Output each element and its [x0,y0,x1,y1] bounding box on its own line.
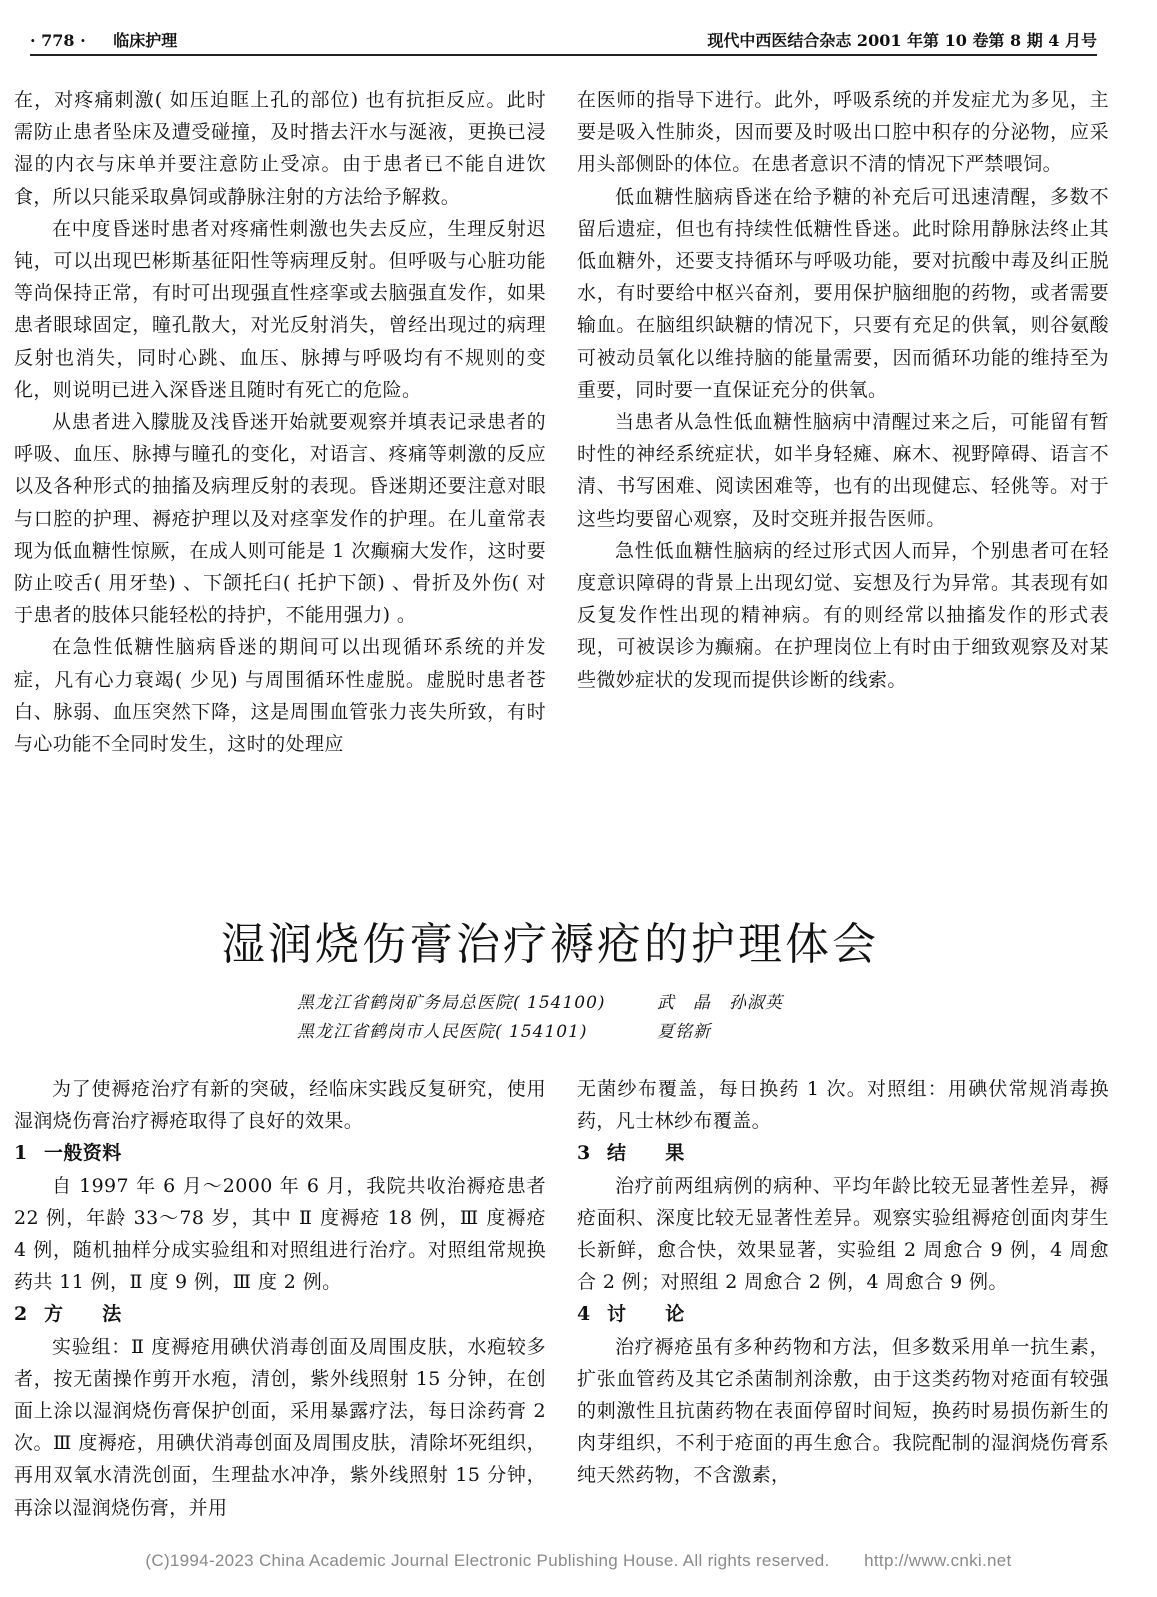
paragraph: 低血糖性脑病昏迷在给予糖的补充后可迅速清醒，多数不留后遗症，但也有持续性低糖性昏迷。此时除用静脉法终止其低血糖外，还要支持循环与呼吸功能，要对抗酸中毒及纠正脱水，有时要给中枢兴奋剂，要用保护脑细胞的药物，或者需要输血。在脑组织缺糖的情况下，只要有充足的供氧，则谷氨酸可被动员氧化以维持脑的能量需要，因而循环功能的维持至为重要，同时要一直保证充分的供氧。 [577,185,1109,401]
section-heading-4 [577,1298,1109,1330]
paragraph: 在中度昏迷时患者对疼痛性刺激也失去反应，生理反射迟钝，可以出现巴彬斯基征阳性等病理反射。但呼吸与心脏功能等尚保持正常，有时可出现强直性痉挛或去脑强直发作，如果患者眼球固定，瞳孔散大，对光反射消失，曾经出现过的病理反射也消失，同时心跳、血压、脉搏与呼吸均有不规则的变化，则说明已进入深昏迷且随时有死亡的危险。 [14,217,546,401]
intro-paragraph: 为了使褥疮治疗有新的突破，经临床实践反复研究，使用湿润烧伤膏治疗褥疮取得了良好的效果。 [14,1078,546,1133]
affiliation-org: 黑龙江省鹤岗矿务局总医院( 154100) [297,993,606,1013]
section-title: 一般资料 [44,1142,122,1165]
section-heading-3 [577,1137,1109,1169]
page-header [30,28,1097,56]
paragraph: 当患者从急性低血糖性脑病中清醒过来之后，可能留有暂时性的神经系统症状，如半身轻瘫、麻木、视野障碍、语言不清、书写困难、阅读困难等，也有的出现健忘、轻佻等。对于这些均要留心观察，及时交班并报告医师。 [577,411,1109,530]
affiliation-org: 黑龙江省鹤岗市人民医院( 154101) [297,1022,588,1042]
paragraph: 无菌纱布覆盖，每日换药 1 次。对照组：用碘伏常规消毒换药，凡士林纱布覆盖。 [577,1078,1109,1133]
paragraph: 实验组：Ⅱ 度褥疮用碘伏消毒创面及周围皮肤，水疱较多者，按无菌操作剪开水疱，清创，紫外线照射 15 分钟，在创面上涂以湿润烧伤膏保护创面，采用暴露疗法，每日涂药膏 2 次。Ⅲ 度褥疮，用碘伏消毒创面及周围皮肤，清除坏死组织，再用双氧水清洗创面，生理盐水冲净，紫外线照射 15 分钟，再涂以湿润烧伤膏，并用 [14,1335,546,1519]
page-number: · 778 · [30,31,86,50]
paragraph: 急性低血糖性脑病的经过形式因人而异，个别患者可在轻度意识障碍的背景上出现幻觉、妄想及行为异常。其表现有如反复发作性出现的精神病。有的则经常以抽搐发作的形式表现，可被误诊为癫痫。在护理岗位上有时由于细致观察及对某些微妙症状的发现而提供诊断的线索。 [577,539,1109,691]
section-heading-2 [14,1298,546,1330]
paragraph: 自 1997 年 6 月～2000 年 6 月，我院共收治褥疮患者 22 例，年龄 33～78 岁，其中 Ⅱ 度褥疮 18 例，Ⅲ 度褥疮 4 例，随机抽样分成实验组和对照组进行治疗。对照组常规换药共 11 例，Ⅱ 度 9 例，Ⅲ 度 2 例。 [14,1174,546,1294]
section-heading-1 [14,1137,546,1169]
section-number: 3 [577,1142,591,1165]
affiliation-line [297,1017,711,1042]
paragraph: 在，对疼痛刺激( 如压迫眶上孔的部位) 也有抗拒反应。此时需防止患者坠床及遭受碰撞，及时揩去汗水与涎液，更换已浸湿的内衣与床单并要注意防止受凉。由于患者已不能自进饮食，所以只能采取鼻饲或静脉注射的方法给予解救。 [14,89,546,208]
article-title: 湿润烧伤膏治疗褥疮的护理体会 [221,919,879,970]
paragraph: 治疗前两组病例的病种、平均年龄比较无显著性差异，褥疮面积、深度比较无显著性差异。观察实验组褥疮创面肉芽生长新鲜，愈合快，效果显著，实验组 2 周愈合 9 例，4 周愈合 2 例；对照组 2 周愈合 2 例，4 周愈合 9 例。 [577,1174,1109,1294]
paragraph: 治疗褥疮虽有多种药物和方法，但多数采用单一抗生素，扩张血管药及其它杀菌制剂涂敷，由于这类药物对疮面有较强的刺激性且抗菌药物在表面停留时间短，换药时易损伤新生的肉芽组织，不利于疮面的再生愈合。我院配制的湿润烧伤膏系纯天然药物，不含激素， [577,1335,1109,1487]
paragraph: 在医师的指导下进行。此外，呼吸系统的并发症尤为多见，主要是吸入性肺炎，因而要及时吸出口腔中积存的分泌物，应采用头部侧卧的体位。在患者意识不清的情况下严禁喂饲。 [577,89,1109,176]
header-left [30,28,199,51]
section-title: 结 果 [607,1142,685,1165]
article-left-column [14,1073,546,1524]
top-article-right-column [577,84,1109,696]
section-title: 讨 论 [607,1303,685,1326]
section-number: 1 [14,1142,28,1165]
copyright-footer: (C)1994-2023 China Academic Journal Electronic Publishing House. All rights reserved. http://www.cnki.net [145,1551,1012,1570]
affiliation-line [297,988,783,1013]
paragraph: 在急性低糖性脑病昏迷的期间可以出现循环系统的并发症，凡有心力衰竭( 少见) 与周围循环性虚脱。虚脱时患者苍白、脉弱、血压突然下降，这是周围血管张力丧失所致，有时与心功能不全同时发生，这时的处理应 [14,636,546,756]
article-right-column [577,1073,1109,1492]
section-number: 4 [577,1303,591,1326]
journal-info: 现代中西医结合杂志 2001 年第 10 卷第 8 期 4 月号 [707,31,1097,50]
affiliation-authors: 武 晶 孙淑英 [657,993,783,1013]
section-title: 方 法 [44,1303,122,1326]
top-article-left-column [14,84,546,760]
paragraph: 从患者进入朦胧及浅昏迷开始就要观察并填表记录患者的呼吸、血压、脉搏与瞳孔的变化，对语言、疼痛等刺激的反应以及各种形式的抽搐及病理反射的表现。昏迷期还要注意对眼与口腔的护理、褥疮护理以及对痉挛发作的护理。在儿童常表现为低血糖性惊厥，在成人则可能是 1 次癫痫大发作，这时要防止咬舌( 用牙垫) 、下颌托臼( 托护下颌) 、骨折及外伤( 对于患者的肢体只能轻松的持护，不能用强力) 。 [14,411,546,627]
section-number: 2 [14,1303,28,1326]
affiliation-authors: 夏铭新 [657,1022,711,1042]
section-name: 临床护理 [113,31,178,50]
